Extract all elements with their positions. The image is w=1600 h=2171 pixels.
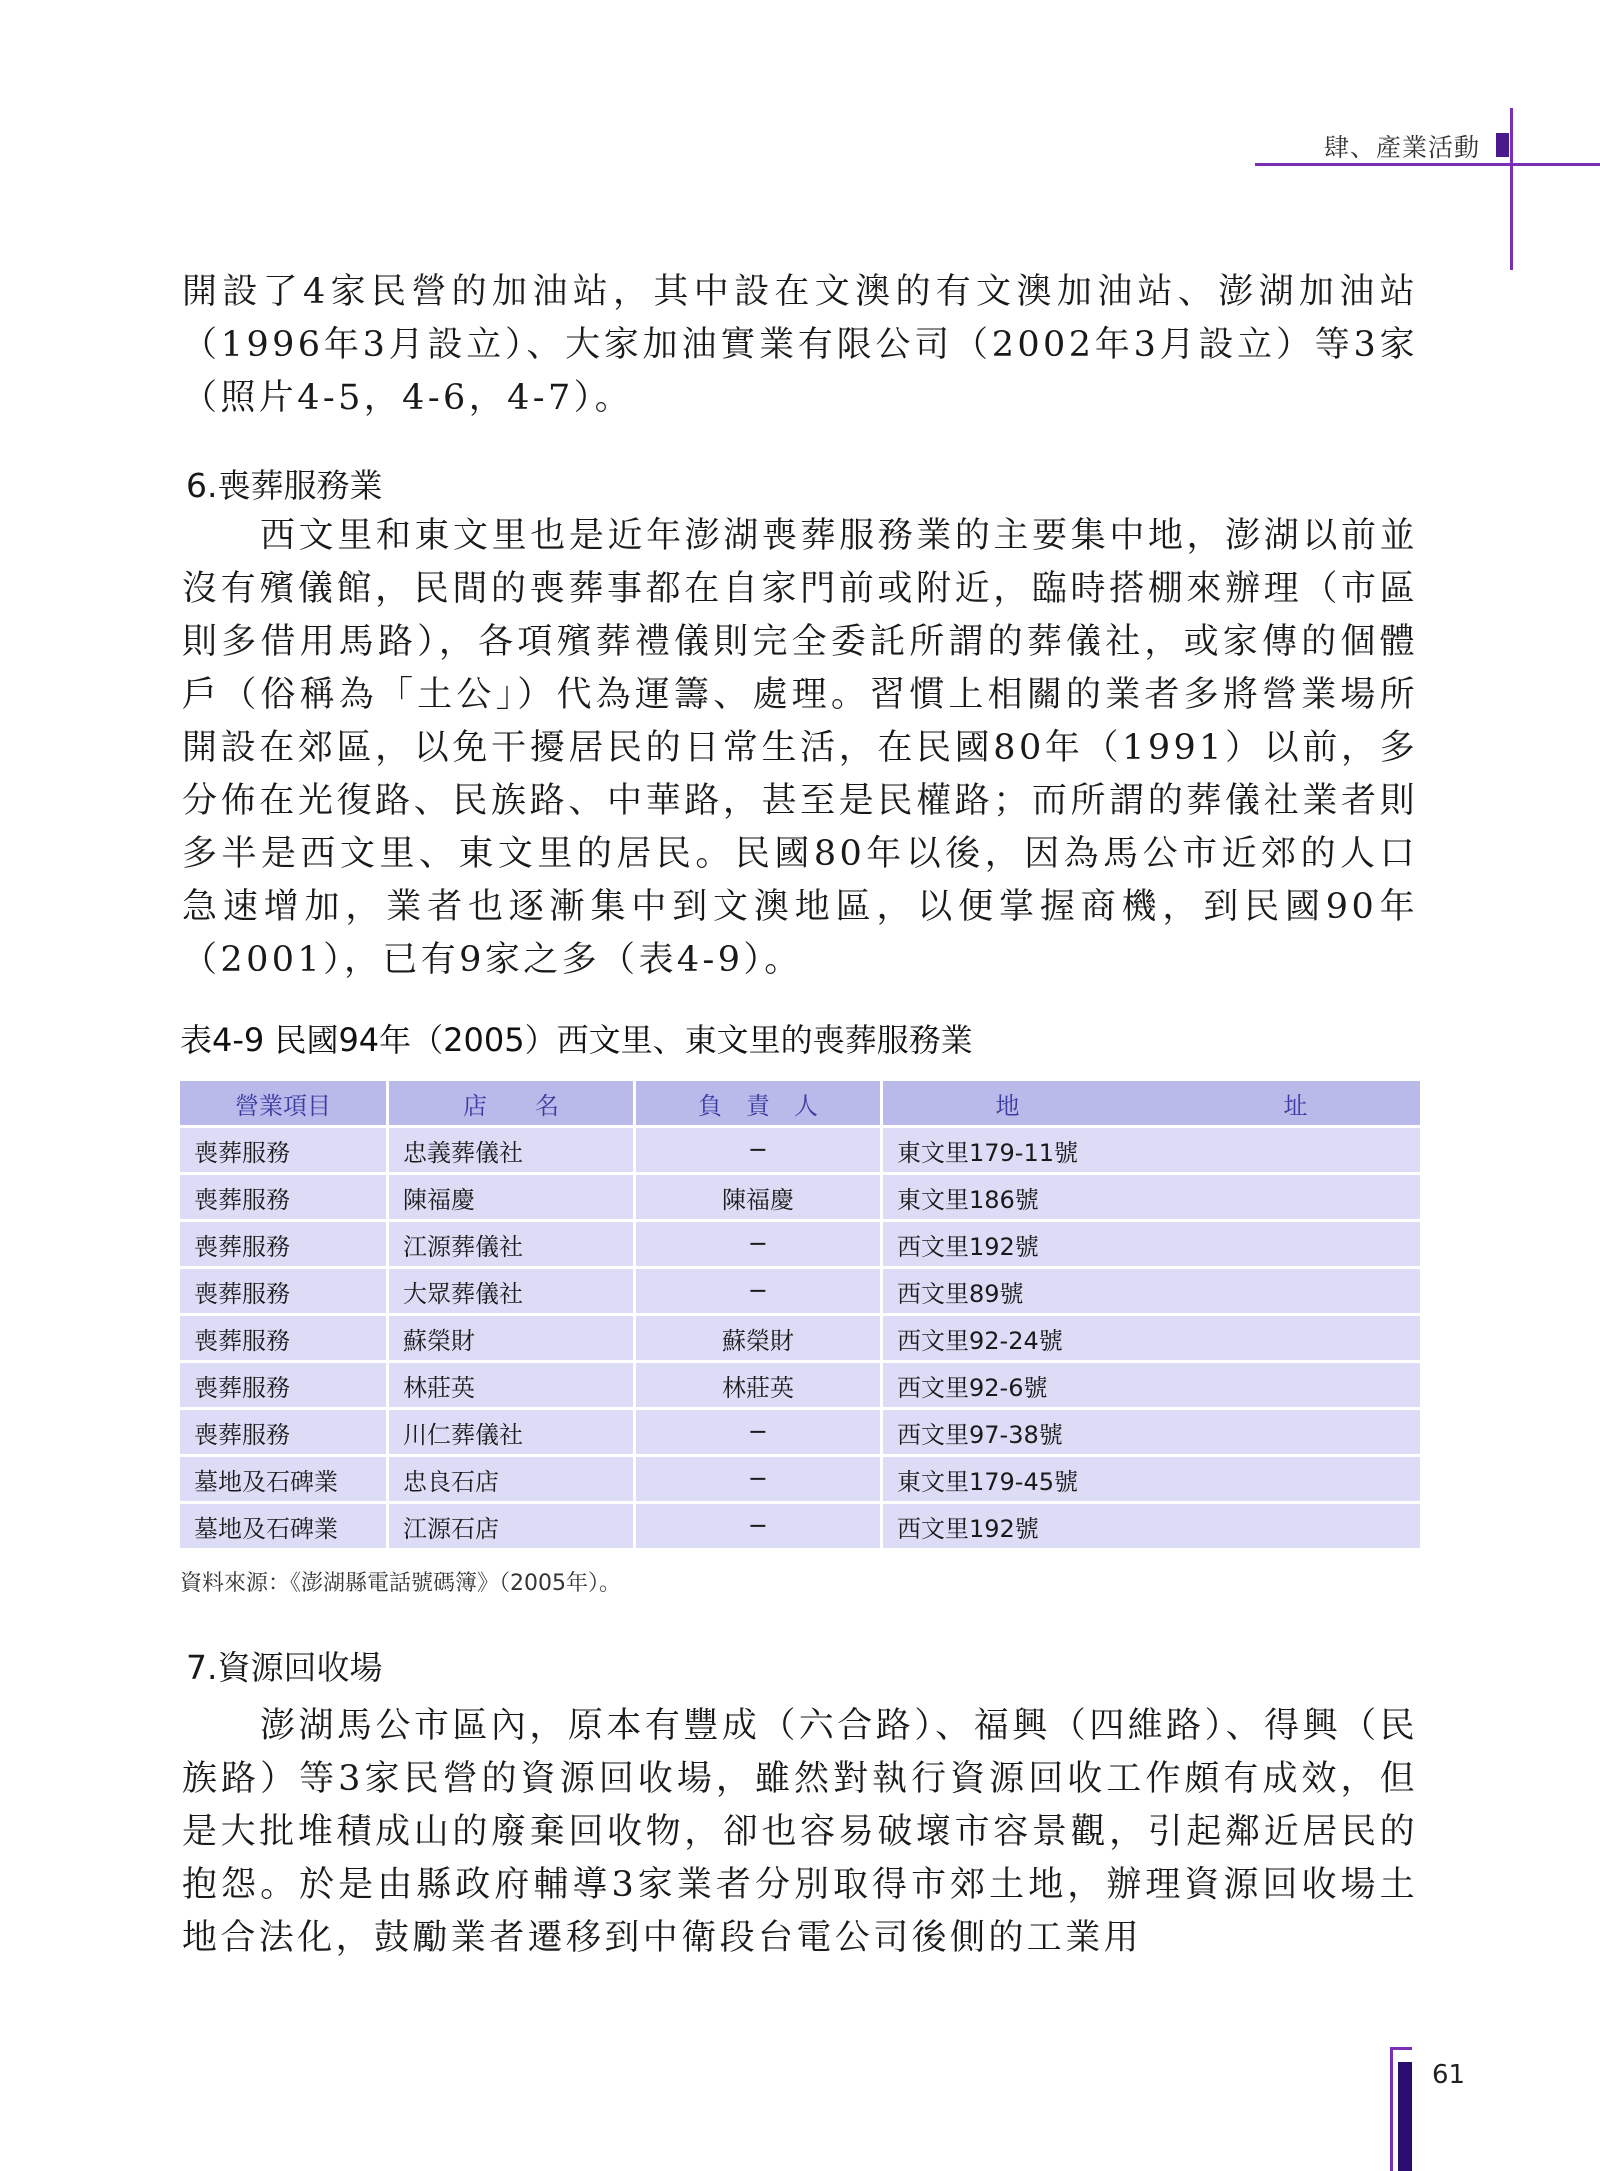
cell-address: 東文里179-45號 (883, 1454, 1420, 1501)
column-header-store-name: 店 名 (389, 1081, 636, 1125)
table-header-row (180, 1081, 1420, 1125)
cell-owner: 林莊英 (636, 1360, 883, 1407)
cell-business: 喪葬服務 (180, 1172, 389, 1219)
cell-store-name: 江源石店 (389, 1501, 636, 1548)
cell-address: 東文里186號 (883, 1172, 1420, 1219)
cell-store-name: 江源葬儀社 (389, 1219, 636, 1266)
cell-business: 喪葬服務 (180, 1407, 389, 1454)
cell-store-name: 忠義葬儀社 (389, 1125, 636, 1172)
running-header-title: 肆、產業活動 (1323, 133, 1480, 162)
page-number: 61 (1432, 2060, 1466, 2090)
paragraph-gas-stations: 開設了4家民營的加油站，其中設在文澳的有文澳加油站、澎湖加油站（1996年3月設立）、大家加油實業有限公司（2002年3月設立）等3家（照片4-5，4-6，4-7）。 (182, 272, 1418, 418)
cell-store-name: 大眾葬儀社 (389, 1266, 636, 1313)
column-header-address: 地 址 (883, 1081, 1420, 1125)
cell-owner: ─ (636, 1407, 883, 1454)
column-header-owner: 負 責 人 (636, 1081, 883, 1125)
header-marker (1496, 133, 1509, 157)
cell-business: 喪葬服務 (180, 1313, 389, 1360)
cell-store-name: 蘇榮財 (389, 1313, 636, 1360)
cell-store-name: 林莊英 (389, 1360, 636, 1407)
section-heading-funeral: 6.喪葬服務業 (186, 466, 383, 505)
paragraph-funeral-services: 西文里和東文里也是近年澎湖喪葬服務業的主要集中地，澎湖以前並沒有殯儀館，民間的喪葬事都在自家門前或附近，臨時搭棚來辦理（市區則多借用馬路），各項殯葬禮儀則完全委託所謂的葬儀社，或家傳的個體戶（俗稱為「土公」）代為運籌、處理。習慣上相關的業者多將營業場所開設在郊區，以免干擾居民的日常生活，在民國80年（1991）以前，多分佈在光復路、民族路、中華路，甚至是民權路；而所謂的葬儀社業者則多半是西文里、東文里的居民。民國80年以後，因為馬公市近郊的人口急速增加，業者也逐漸集中到文澳地區，以便掌握商機，到民國90年（2001），已有9家之多（表4-9）。 (182, 516, 1418, 980)
cell-owner: ─ (636, 1454, 883, 1501)
table-row (180, 1501, 1420, 1548)
funeral-services-table (180, 1081, 1420, 1548)
table-row (180, 1360, 1420, 1407)
table-caption: 表4-9 民國94年（2005）西文里、東文里的喪葬服務業 (180, 1021, 973, 1059)
table-row (180, 1266, 1420, 1313)
cell-address: 西文里89號 (883, 1266, 1420, 1313)
cell-address: 西文里97-38號 (883, 1407, 1420, 1454)
cell-owner: 陳福慶 (636, 1172, 883, 1219)
cell-address: 東文里179-11號 (883, 1125, 1420, 1172)
cell-business: 墓地及石碑業 (180, 1454, 389, 1501)
cell-business: 喪葬服務 (180, 1219, 389, 1266)
cell-owner: 蘇榮財 (636, 1313, 883, 1360)
table-row (180, 1313, 1420, 1360)
footer-horizontal-rule (1390, 2047, 1412, 2050)
table-row (180, 1407, 1420, 1454)
cell-address: 西文里192號 (883, 1501, 1420, 1548)
table-row (180, 1125, 1420, 1172)
cell-business: 喪葬服務 (180, 1125, 389, 1172)
cell-owner: ─ (636, 1266, 883, 1313)
cell-business: 喪葬服務 (180, 1360, 389, 1407)
cell-owner: ─ (636, 1125, 883, 1172)
table-source-note: 資料來源：《澎湖縣電話號碼簿》（2005年）。 (180, 1571, 621, 1596)
cell-business: 喪葬服務 (180, 1266, 389, 1313)
cell-address: 西文里192號 (883, 1219, 1420, 1266)
cell-business: 墓地及石碑業 (180, 1501, 389, 1548)
table-row (180, 1172, 1420, 1219)
table-row (180, 1219, 1420, 1266)
cell-store-name: 陳福慶 (389, 1172, 636, 1219)
table-row (180, 1454, 1420, 1501)
cell-owner: ─ (636, 1501, 883, 1548)
header-vertical-rule (1510, 108, 1513, 270)
footer-bar (1398, 2062, 1412, 2171)
section-heading-recycling: 7.資源回收場 (186, 1648, 383, 1687)
cell-store-name: 忠良石店 (389, 1454, 636, 1501)
column-header-business: 營業項目 (180, 1081, 389, 1125)
cell-address: 西文里92-24號 (883, 1313, 1420, 1360)
paragraph-recycling: 澎湖馬公市區內，原本有豐成（六合路）、福興（四維路）、得興（民族路）等3家民營的資源回收場，雖然對執行資源回收工作頗有成效，但是大批堆積成山的廢棄回收物，卻也容易破壞市容景觀，引起鄰近居民的抱怨。於是由縣政府輔導3家業者分別取得市郊土地，辦理資源回收場土地合法化，鼓勵業者遷移到中衛段台電公司後側的工業用 (182, 1706, 1418, 1958)
cell-store-name: 川仁葬儀社 (389, 1407, 636, 1454)
cell-owner: ─ (636, 1219, 883, 1266)
cell-address: 西文里92-6號 (883, 1360, 1420, 1407)
footer-vertical-rule (1390, 2047, 1393, 2171)
